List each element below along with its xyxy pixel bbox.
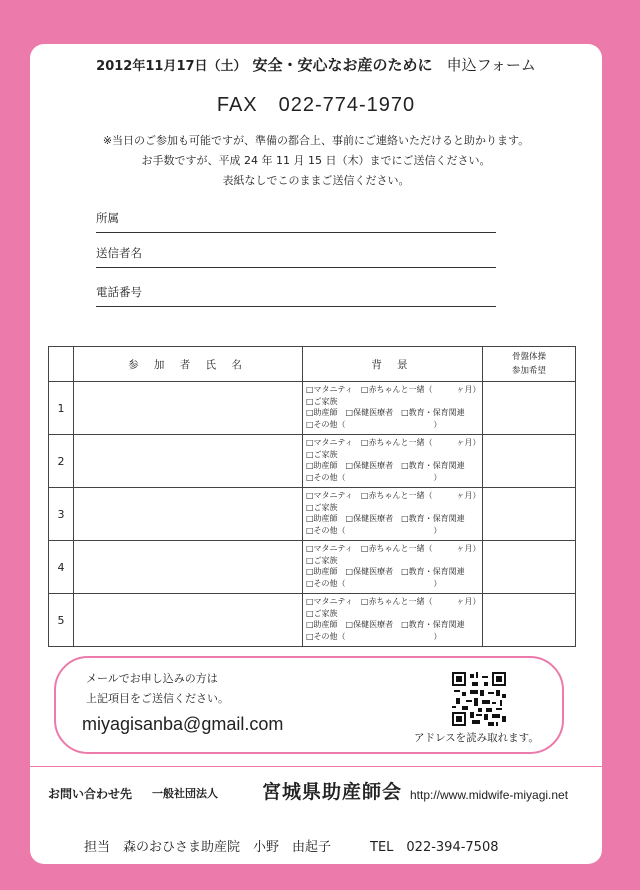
website-link[interactable]: http://www.midwife-miyagi.net	[410, 788, 569, 802]
event-date: 2012年11月17日（土）	[96, 59, 247, 74]
sender-name-label: 送信者名	[96, 246, 142, 260]
note-line-2: お手数ですが、平成 24 年 11 月 15 日（木）までにご送信ください。	[141, 154, 491, 167]
association-name: 宮城県助産師会	[262, 781, 403, 803]
mail-note-2: 上記項目をご送信ください。	[86, 692, 229, 705]
option-professional[interactable]: □助産師 □保健医療者 □教育・保育関連	[306, 461, 465, 470]
participant-name-cell[interactable]	[74, 488, 303, 541]
sender-name-field[interactable]	[96, 243, 496, 268]
affiliation-field[interactable]	[96, 208, 496, 233]
option-other[interactable]: □その他（ ）	[306, 472, 442, 482]
participant-name-cell[interactable]	[74, 435, 303, 488]
option-maternity-baby[interactable]: □マタニティ □赤ちゃんと一緒（ ヶ月）	[306, 491, 481, 500]
table-row	[49, 488, 576, 541]
table-row	[49, 382, 576, 435]
email-application-box	[54, 656, 564, 754]
row-number: 4	[49, 541, 74, 594]
pelvic-exercise-cell[interactable]	[483, 594, 576, 647]
header-number-cell	[49, 347, 74, 382]
option-maternity-baby[interactable]: □マタニティ □赤ちゃんと一緒（ ヶ月）	[306, 385, 481, 394]
option-other[interactable]: □その他（ ）	[306, 631, 442, 641]
pelvic-exercise-cell[interactable]	[483, 435, 576, 488]
contact-label: お問い合わせ先	[48, 787, 133, 801]
header-pelvic-line-2: 参加希望	[511, 366, 546, 376]
option-family[interactable]: □ご家族	[306, 608, 338, 618]
table-row	[49, 541, 576, 594]
participant-name-cell[interactable]	[74, 382, 303, 435]
pelvic-exercise-cell[interactable]	[483, 382, 576, 435]
option-family[interactable]: □ご家族	[306, 396, 338, 406]
option-other[interactable]: □その他（ ）	[306, 419, 442, 429]
header-pelvic-exercise	[483, 347, 576, 382]
fax-number: FAX 022-774-1970	[216, 94, 416, 116]
pelvic-exercise-cell[interactable]	[483, 488, 576, 541]
table-header-row	[49, 347, 576, 382]
background-options-cell[interactable]	[303, 541, 483, 594]
row-number: 1	[49, 382, 74, 435]
note-line-3: 表紙なしでこのままご送信ください。	[222, 174, 410, 187]
option-professional[interactable]: □助産師 □保健医療者 □教育・保育関連	[306, 567, 465, 576]
staff-contact: 担当 森のおひさま助産院 小野 由起子 TEL 022-394-7508	[84, 840, 499, 855]
pelvic-exercise-cell[interactable]	[483, 541, 576, 594]
option-maternity-baby[interactable]: □マタニティ □赤ちゃんと一緒（ ヶ月）	[306, 438, 481, 447]
phone-label: 電話番号	[96, 285, 142, 299]
row-number: 2	[49, 435, 74, 488]
header-pelvic-line-1: 骨盤体操	[511, 352, 546, 362]
phone-field[interactable]	[96, 282, 496, 307]
participant-name-cell[interactable]	[74, 541, 303, 594]
footer-divider	[30, 766, 602, 767]
participant-name-cell[interactable]	[74, 594, 303, 647]
option-family[interactable]: □ご家族	[306, 555, 338, 565]
option-maternity-baby[interactable]: □マタニティ □赤ちゃんと一緒（ ヶ月）	[306, 597, 481, 606]
form-label: 申込フォーム	[446, 56, 536, 74]
option-other[interactable]: □その他（ ）	[306, 578, 442, 588]
qr-caption: アドレスを読み取れます。	[414, 732, 539, 744]
background-options-cell[interactable]	[303, 488, 483, 541]
option-professional[interactable]: □助産師 □保健医療者 □教育・保育関連	[306, 620, 465, 629]
row-number: 3	[49, 488, 74, 541]
option-other[interactable]: □その他（ ）	[306, 525, 442, 535]
application-form-sheet	[30, 44, 602, 864]
option-professional[interactable]: □助産師 □保健医療者 □教育・保育関連	[306, 514, 465, 523]
event-name: 安全・安心なお産のために	[252, 56, 433, 74]
email-address[interactable]: miyagisanba@gmail.com	[82, 714, 284, 734]
note-line-1: ※当日のご参加も可能ですが、準備の都合上、事前にご連絡いただけると助かります。	[102, 134, 530, 147]
affiliation-label: 所属	[96, 211, 119, 225]
org-type: 一般社団法人	[152, 787, 218, 800]
table-row	[49, 435, 576, 488]
header-participant-name: 参 加 者 氏 名	[74, 347, 303, 382]
option-maternity-baby[interactable]: □マタニティ □赤ちゃんと一緒（ ヶ月）	[306, 544, 481, 553]
option-family[interactable]: □ご家族	[306, 502, 338, 512]
header-background: 背 景	[303, 347, 483, 382]
option-professional[interactable]: □助産師 □保健医療者 □教育・保育関連	[306, 408, 465, 417]
background-options-cell[interactable]	[303, 594, 483, 647]
background-options-cell[interactable]	[303, 435, 483, 488]
option-family[interactable]: □ご家族	[306, 449, 338, 459]
mail-note-1: メールでお申し込みの方は	[86, 672, 218, 685]
table-row	[49, 594, 576, 647]
participant-table	[48, 346, 576, 647]
form-title	[30, 54, 602, 75]
row-number: 5	[49, 594, 74, 647]
qr-code-icon[interactable]	[452, 672, 506, 726]
background-options-cell[interactable]	[303, 382, 483, 435]
